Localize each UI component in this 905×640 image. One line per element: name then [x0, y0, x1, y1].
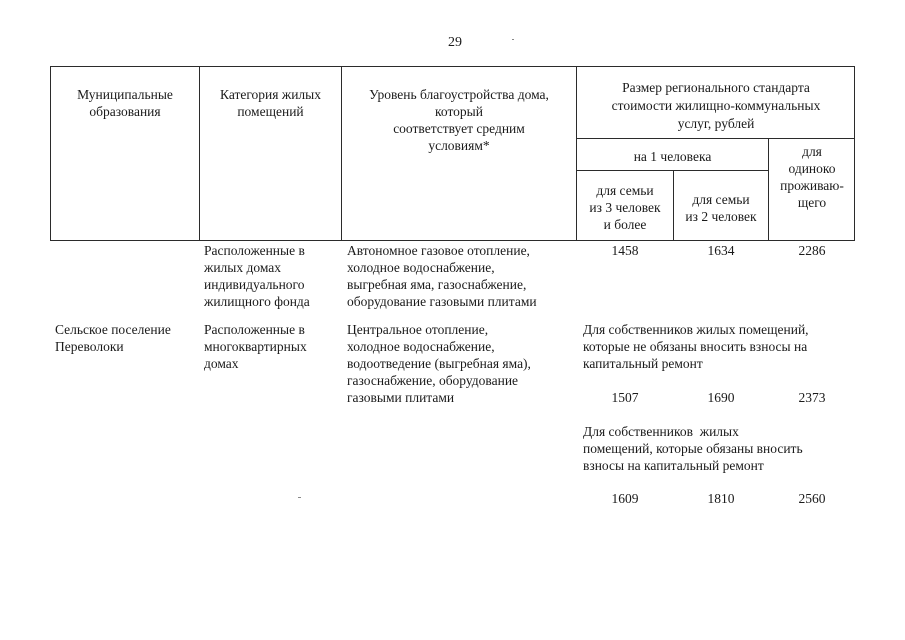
- row2-note-obligation: [583, 423, 855, 474]
- header-family3-line1: для семьи: [596, 183, 654, 198]
- table-border-col2: [199, 66, 200, 241]
- header-family3-line2: из 3 человек: [589, 200, 661, 215]
- row2-value1-family3: 1507: [611, 390, 639, 405]
- header-family2-line2: из 2 человек: [685, 209, 757, 224]
- row2-note2-line3: взносы на капитальный ремонт: [583, 458, 764, 473]
- row2-amenities-line5: газовыми плитами: [347, 390, 455, 405]
- row2-category: [204, 321, 340, 372]
- row2-note1-line1: Для собственников жилых помещений,: [583, 322, 809, 337]
- row1-value-family3: 1458: [611, 243, 639, 258]
- table-border-header-bottom: [50, 240, 855, 241]
- header-amenities-line4: условиям*: [428, 138, 490, 153]
- header-amenities-line2: который: [435, 104, 483, 119]
- row2-value1-family2: 1690: [707, 390, 735, 405]
- row2-category-line2: многоквартирных: [204, 339, 307, 354]
- page-number: 29: [448, 35, 462, 50]
- row1-category-line1: Расположенные в: [204, 243, 305, 258]
- header-amenities: [343, 86, 575, 154]
- header-single-line4: щего: [797, 195, 827, 210]
- header-standard-line3: услуг, рублей: [677, 116, 755, 131]
- row2-value2-family3: 1609: [611, 491, 639, 506]
- row2-note-no-obligation: [583, 321, 855, 372]
- table-border-col4-title: [576, 138, 855, 139]
- table-border-left: [50, 66, 51, 241]
- header-category-line2: помещений: [237, 104, 304, 119]
- row1-category: [204, 242, 340, 310]
- row2-value2-single: 2560: [798, 491, 826, 506]
- row2-municipality: [55, 321, 201, 355]
- header-standard-size: [578, 79, 854, 133]
- header-category-line1: Категория жилых: [220, 87, 321, 102]
- row2-category-line1: Расположенные в: [204, 322, 305, 337]
- header-family2: [675, 191, 767, 225]
- row2-value2-family2: 1810: [707, 491, 735, 506]
- row2-municipality-line2: Переволоки: [55, 339, 124, 354]
- row1-amenities: [347, 242, 577, 310]
- table-border-top: [50, 66, 855, 67]
- header-category: [201, 86, 340, 120]
- table-border-col4: [576, 66, 577, 241]
- header-single-line2: одиноко: [788, 161, 836, 176]
- table-border-col3: [341, 66, 342, 241]
- header-amenities-line1: Уровень благоустройства дома,: [369, 87, 549, 102]
- header-per-person: на 1 человека: [633, 149, 712, 164]
- row2-amenities-line4: газоснабжение, оборудование: [347, 373, 519, 388]
- row1-amenities-line3: выгребная яма, газоснабжение,: [347, 277, 527, 292]
- header-municipality-line2: образования: [89, 104, 161, 119]
- row1-value-single: 2286: [798, 243, 826, 258]
- header-municipality-line1: Муниципальные: [77, 87, 173, 102]
- row2-category-line3: домах: [204, 356, 239, 371]
- row1-amenities-line4: оборудование газовыми плитами: [347, 294, 537, 309]
- table-border-right: [854, 66, 855, 241]
- header-single-line3: проживаю-: [780, 178, 844, 193]
- table-border-family2: [673, 170, 674, 241]
- row1-amenities-line1: Автономное газовое отопление,: [347, 243, 530, 258]
- header-amenities-line3: соответствует средним: [393, 121, 525, 136]
- row2-municipality-line1: Сельское поселение: [55, 322, 171, 337]
- header-standard-line2: стоимости жилищно-коммунальных: [611, 98, 821, 113]
- row2-value1-single: 2373: [798, 390, 826, 405]
- row2-amenities-line3: водоотведение (выгребная яма),: [347, 356, 531, 371]
- row1-category-line3: индивидуального: [204, 277, 305, 292]
- scan-speck: [298, 497, 301, 498]
- header-single-line1: для: [802, 144, 822, 159]
- table-border-single: [768, 138, 769, 241]
- header-family3: [578, 182, 672, 233]
- header-family2-line1: для семьи: [692, 192, 750, 207]
- row2-note2-line1: Для собственников жилых: [583, 424, 739, 439]
- row2-note1-line2: которые не обязаны вносить взносы на: [583, 339, 808, 354]
- scan-speck: [512, 39, 514, 40]
- row2-note1-line3: капитальный ремонт: [583, 356, 703, 371]
- row2-amenities-line2: холодное водоснабжение,: [347, 339, 495, 354]
- table-border-per-person: [576, 170, 768, 171]
- header-family3-line3: и более: [603, 217, 647, 232]
- row2-note2-line2: помещений, которые обязаны вносить: [583, 441, 803, 456]
- header-single: [770, 143, 854, 211]
- row1-amenities-line2: холодное водоснабжение,: [347, 260, 495, 275]
- row2-amenities: [347, 321, 577, 406]
- header-municipality: [52, 86, 198, 120]
- row2-amenities-line1: Центральное отопление,: [347, 322, 489, 337]
- row1-value-family2: 1634: [707, 243, 735, 258]
- header-standard-line1: Размер регионального стандарта: [622, 80, 810, 95]
- row1-category-line4: жилищного фонда: [204, 294, 310, 309]
- row1-category-line2: жилых домах: [204, 260, 282, 275]
